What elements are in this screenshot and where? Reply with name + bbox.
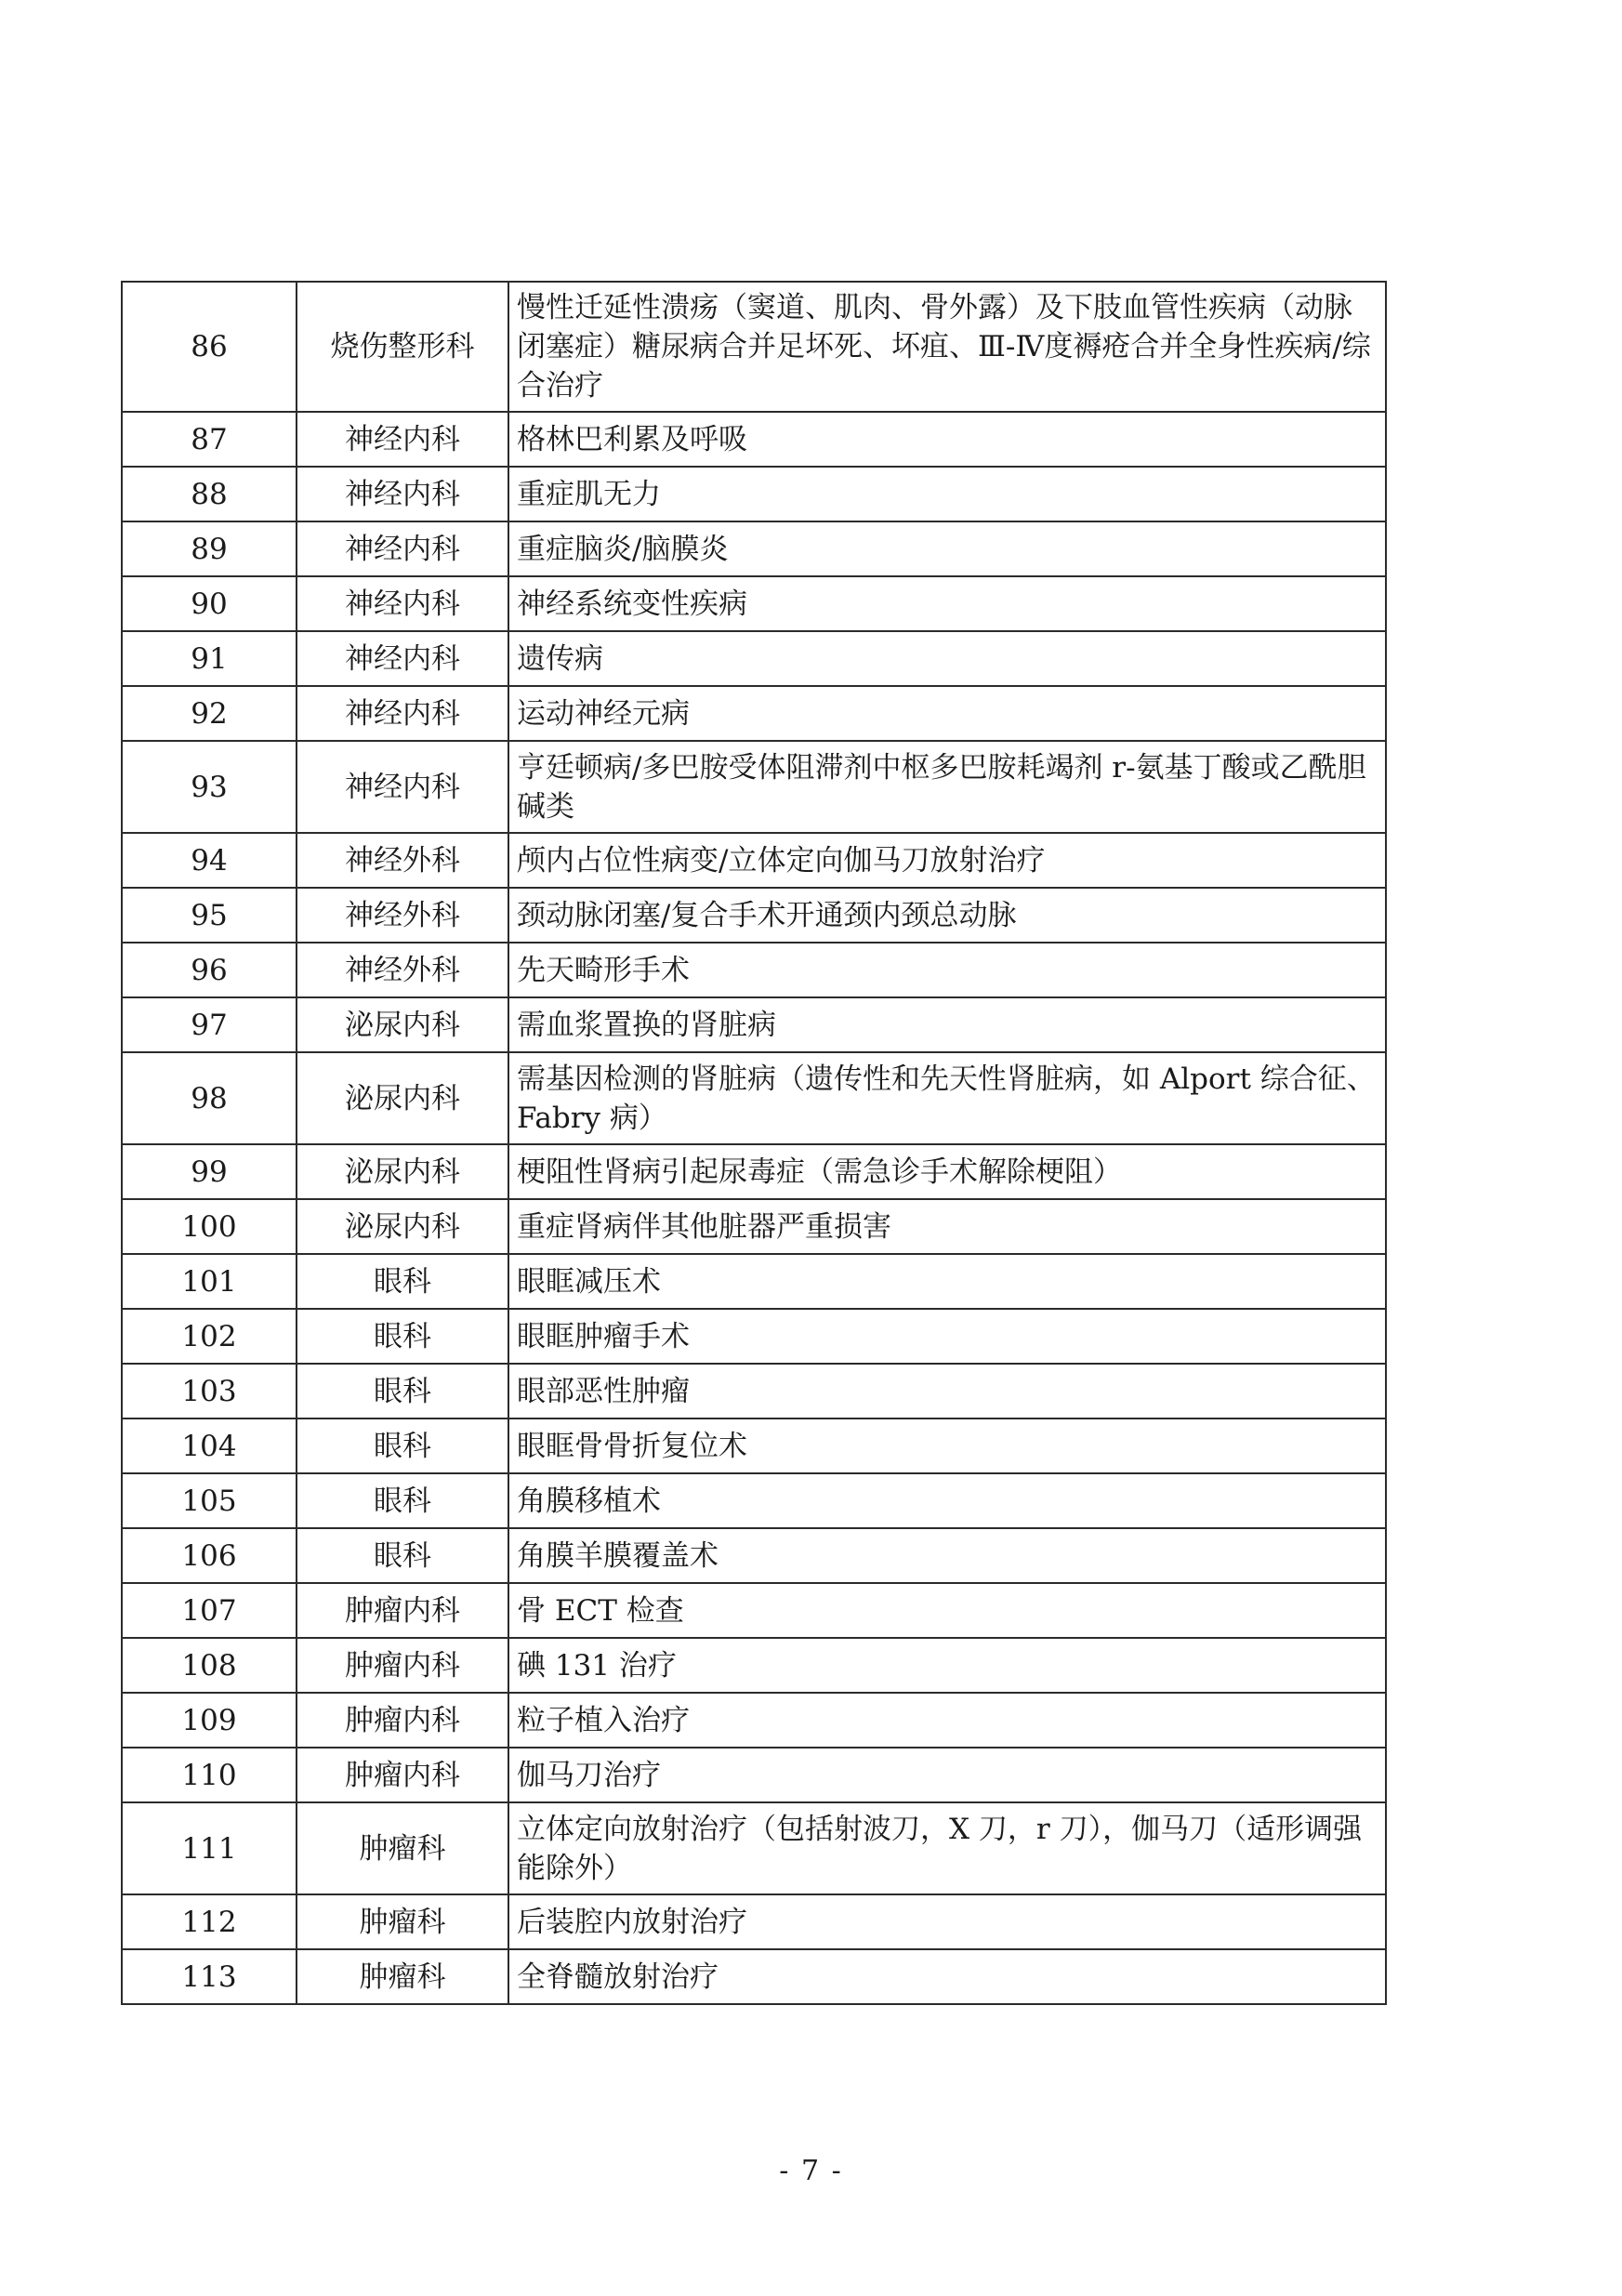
table-row bbox=[122, 1254, 1386, 1309]
department-cell: 神经内科 bbox=[297, 521, 508, 576]
treatment-item-cell: 角膜羊膜覆盖术 bbox=[508, 1528, 1386, 1583]
treatment-item-cell: 全脊髓放射治疗 bbox=[508, 1949, 1386, 2004]
treatment-item-cell: 骨 ECT 检查 bbox=[508, 1583, 1386, 1638]
table-row bbox=[122, 833, 1386, 888]
department-cell: 神经内科 bbox=[297, 686, 508, 741]
department-cell: 肿瘤内科 bbox=[297, 1638, 508, 1693]
row-number-cell: 91 bbox=[122, 631, 297, 686]
table-row bbox=[122, 467, 1386, 521]
table-row bbox=[122, 1693, 1386, 1748]
treatment-item-cell: 需血浆置换的肾脏病 bbox=[508, 997, 1386, 1052]
treatment-item-cell: 重症肌无力 bbox=[508, 467, 1386, 521]
table-row bbox=[122, 631, 1386, 686]
treatment-item-cell: 碘 131 治疗 bbox=[508, 1638, 1386, 1693]
table-row bbox=[122, 282, 1386, 412]
table-row bbox=[122, 741, 1386, 833]
row-number-cell: 106 bbox=[122, 1528, 297, 1583]
department-cell: 眼科 bbox=[297, 1254, 508, 1309]
department-cell: 肿瘤内科 bbox=[297, 1583, 508, 1638]
row-number-cell: 109 bbox=[122, 1693, 297, 1748]
department-cell: 泌尿内科 bbox=[297, 1144, 508, 1199]
table-row bbox=[122, 997, 1386, 1052]
row-number-cell: 101 bbox=[122, 1254, 297, 1309]
table-row bbox=[122, 1528, 1386, 1583]
row-number-cell: 104 bbox=[122, 1419, 297, 1473]
row-number-cell: 112 bbox=[122, 1894, 297, 1949]
department-cell: 神经外科 bbox=[297, 833, 508, 888]
table-row bbox=[122, 943, 1386, 997]
department-cell: 眼科 bbox=[297, 1419, 508, 1473]
table-row bbox=[122, 1364, 1386, 1419]
treatment-item-cell: 伽马刀治疗 bbox=[508, 1748, 1386, 1802]
row-number-cell: 107 bbox=[122, 1583, 297, 1638]
department-cell: 肿瘤科 bbox=[297, 1802, 508, 1894]
table-row bbox=[122, 1309, 1386, 1364]
row-number-cell: 110 bbox=[122, 1748, 297, 1802]
treatment-item-cell: 颅内占位性病变/立体定向伽马刀放射治疗 bbox=[508, 833, 1386, 888]
row-number-cell: 98 bbox=[122, 1052, 297, 1144]
row-number-cell: 87 bbox=[122, 412, 297, 467]
row-number-cell: 96 bbox=[122, 943, 297, 997]
treatment-item-cell: 重症脑炎/脑膜炎 bbox=[508, 521, 1386, 576]
treatment-item-cell: 颈动脉闭塞/复合手术开通颈内颈总动脉 bbox=[508, 888, 1386, 943]
treatment-item-cell: 重症肾病伴其他脏器严重损害 bbox=[508, 1199, 1386, 1254]
department-cell: 眼科 bbox=[297, 1309, 508, 1364]
department-cell: 神经内科 bbox=[297, 467, 508, 521]
row-number-cell: 102 bbox=[122, 1309, 297, 1364]
table-row bbox=[122, 1748, 1386, 1802]
row-number-cell: 108 bbox=[122, 1638, 297, 1693]
table-row bbox=[122, 1473, 1386, 1528]
row-number-cell: 113 bbox=[122, 1949, 297, 2004]
table-row bbox=[122, 1052, 1386, 1144]
treatment-item-cell: 慢性迁延性溃疡（窦道、肌肉、骨外露）及下肢血管性疾病（动脉闭塞症）糖尿病合并足坏死、坏疽、Ⅲ-Ⅳ度褥疮合并全身性疾病/综合治疗 bbox=[508, 282, 1386, 412]
table-row bbox=[122, 686, 1386, 741]
treatment-item-cell: 先天畸形手术 bbox=[508, 943, 1386, 997]
table-row bbox=[122, 1199, 1386, 1254]
row-number-cell: 95 bbox=[122, 888, 297, 943]
department-cell: 眼科 bbox=[297, 1473, 508, 1528]
department-cell: 烧伤整形科 bbox=[297, 282, 508, 412]
row-number-cell: 92 bbox=[122, 686, 297, 741]
treatment-item-cell: 粒子植入治疗 bbox=[508, 1693, 1386, 1748]
treatment-item-cell: 格林巴利累及呼吸 bbox=[508, 412, 1386, 467]
table-row bbox=[122, 1949, 1386, 2004]
table-body bbox=[122, 282, 1386, 2004]
department-cell: 神经内科 bbox=[297, 412, 508, 467]
treatment-item-cell: 梗阻性肾病引起尿毒症（需急诊手术解除梗阻） bbox=[508, 1144, 1386, 1199]
treatment-item-cell: 需基因检测的肾脏病（遗传性和先天性肾脏病，如 Alport 综合征、Fabry 病） bbox=[508, 1052, 1386, 1144]
row-number-cell: 111 bbox=[122, 1802, 297, 1894]
row-number-cell: 88 bbox=[122, 467, 297, 521]
treatment-item-cell: 神经系统变性疾病 bbox=[508, 576, 1386, 631]
treatment-item-cell: 眼部恶性肿瘤 bbox=[508, 1364, 1386, 1419]
table-row bbox=[122, 576, 1386, 631]
row-number-cell: 93 bbox=[122, 741, 297, 833]
treatment-item-cell: 遗传病 bbox=[508, 631, 1386, 686]
table-row bbox=[122, 888, 1386, 943]
table-row bbox=[122, 1894, 1386, 1949]
treatment-item-cell: 眼眶减压术 bbox=[508, 1254, 1386, 1309]
department-cell: 神经内科 bbox=[297, 631, 508, 686]
table-row bbox=[122, 1419, 1386, 1473]
department-cell: 眼科 bbox=[297, 1528, 508, 1583]
treatment-item-cell: 运动神经元病 bbox=[508, 686, 1386, 741]
page-number: - 7 - bbox=[779, 2155, 843, 2187]
department-cell: 泌尿内科 bbox=[297, 1199, 508, 1254]
row-number-cell: 90 bbox=[122, 576, 297, 631]
department-cell: 泌尿内科 bbox=[297, 1052, 508, 1144]
row-number-cell: 99 bbox=[122, 1144, 297, 1199]
treatment-item-cell: 后装腔内放射治疗 bbox=[508, 1894, 1386, 1949]
row-number-cell: 89 bbox=[122, 521, 297, 576]
table-row bbox=[122, 412, 1386, 467]
department-cell: 肿瘤科 bbox=[297, 1949, 508, 2004]
table-row bbox=[122, 521, 1386, 576]
table-row bbox=[122, 1583, 1386, 1638]
treatment-item-cell: 眼眶骨骨折复位术 bbox=[508, 1419, 1386, 1473]
department-cell: 神经内科 bbox=[297, 741, 508, 833]
department-cell: 眼科 bbox=[297, 1364, 508, 1419]
department-cell: 泌尿内科 bbox=[297, 997, 508, 1052]
treatment-item-cell: 立体定向放射治疗（包括射波刀，X 刀，r 刀），伽马刀（适形调强能除外） bbox=[508, 1802, 1386, 1894]
row-number-cell: 100 bbox=[122, 1199, 297, 1254]
department-cell: 肿瘤内科 bbox=[297, 1693, 508, 1748]
row-number-cell: 105 bbox=[122, 1473, 297, 1528]
treatment-item-cell: 亨廷顿病/多巴胺受体阻滞剂中枢多巴胺耗竭剂 r-氨基丁酸或乙酰胆碱类 bbox=[508, 741, 1386, 833]
treatment-item-cell: 眼眶肿瘤手术 bbox=[508, 1309, 1386, 1364]
department-cell: 神经外科 bbox=[297, 943, 508, 997]
table-row bbox=[122, 1638, 1386, 1693]
row-number-cell: 86 bbox=[122, 282, 297, 412]
treatment-item-cell: 角膜移植术 bbox=[508, 1473, 1386, 1528]
treatment-table bbox=[121, 281, 1387, 2005]
department-cell: 肿瘤科 bbox=[297, 1894, 508, 1949]
department-cell: 神经内科 bbox=[297, 576, 508, 631]
row-number-cell: 94 bbox=[122, 833, 297, 888]
department-cell: 肿瘤内科 bbox=[297, 1748, 508, 1802]
row-number-cell: 103 bbox=[122, 1364, 297, 1419]
row-number-cell: 97 bbox=[122, 997, 297, 1052]
table-row bbox=[122, 1144, 1386, 1199]
table-row bbox=[122, 1802, 1386, 1894]
department-cell: 神经外科 bbox=[297, 888, 508, 943]
